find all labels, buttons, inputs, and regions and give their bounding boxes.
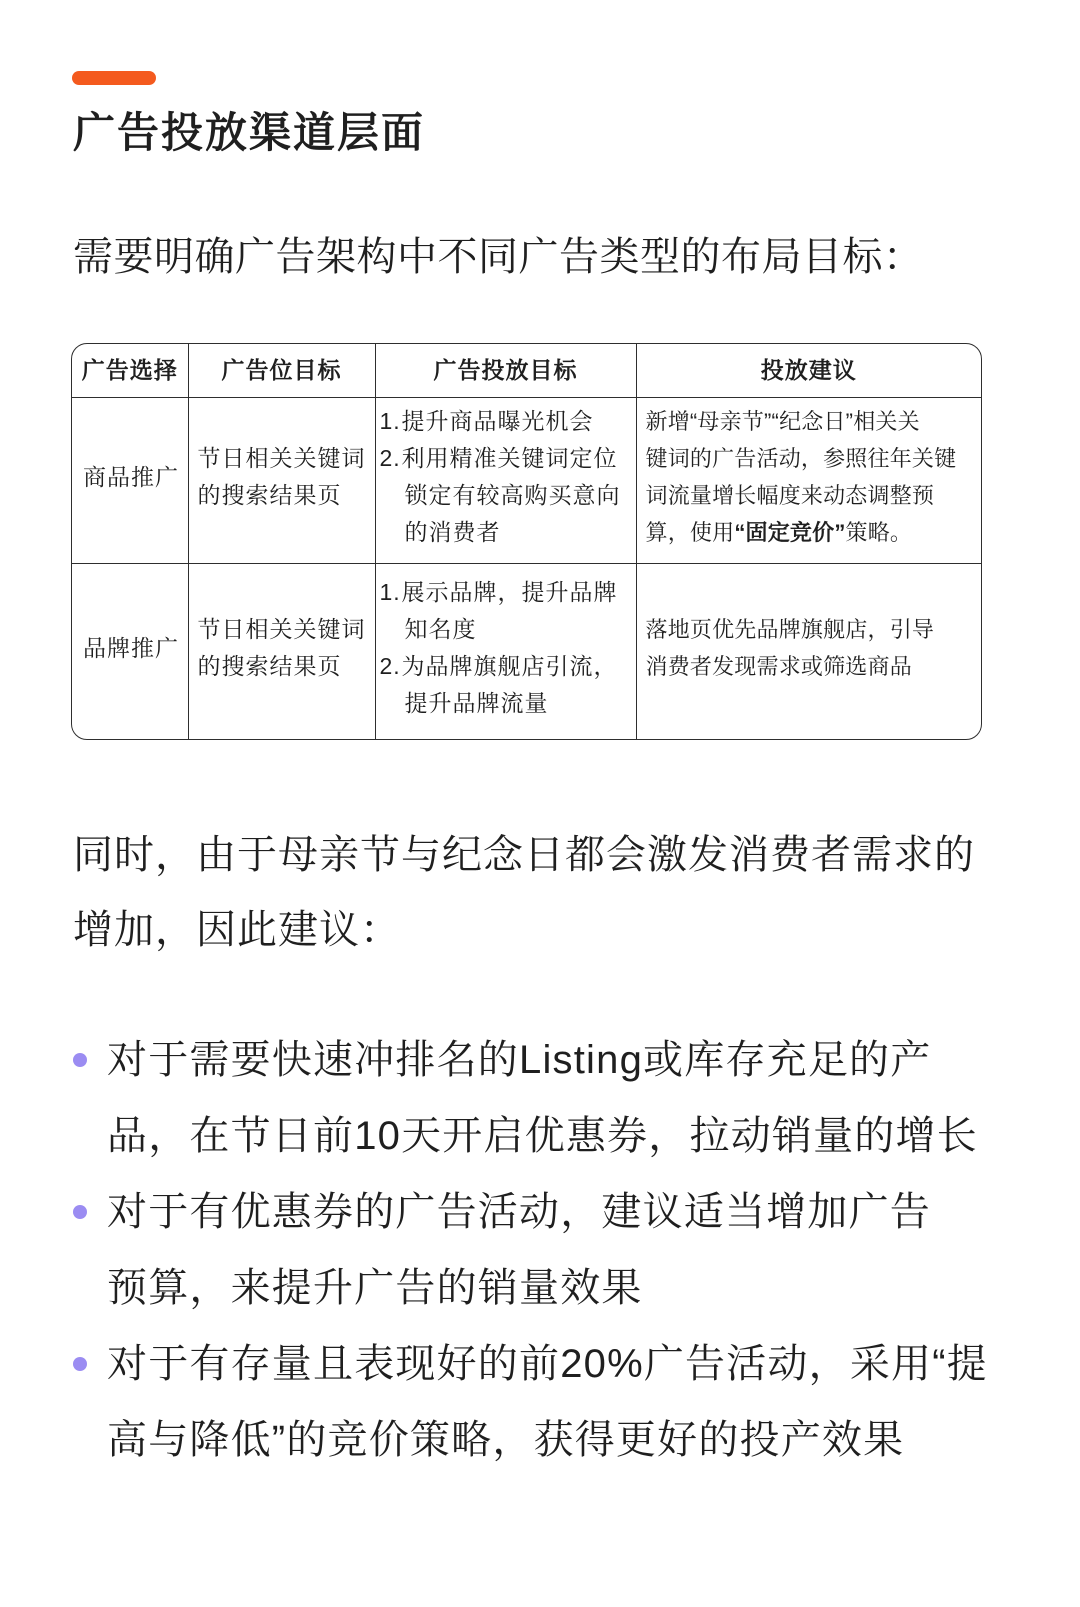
- ad-type-cell: 商品推广: [72, 397, 188, 563]
- goal-number: 1.: [379, 408, 401, 435]
- advice-cell: [636, 397, 981, 563]
- bullet-dot-icon: [73, 1357, 87, 1371]
- ad-strategy-table: [71, 343, 982, 740]
- advice-text: 策略。: [845, 520, 913, 546]
- goal-text: 为品牌旗舰店引流，: [401, 653, 618, 680]
- paragraph-line: 同时，由于母亲节与纪念日都会激发消费者需求的: [73, 833, 975, 877]
- list-item-line: 对于需要快速冲排名的Listing或库存充足的产: [107, 1038, 932, 1082]
- advice-line: 词流量增长幅度来动态调整预: [645, 483, 935, 509]
- goal-number: 2.: [379, 653, 401, 680]
- table-row: [72, 397, 981, 563]
- goal-text: 利用精准关键词定位: [401, 445, 618, 472]
- goal-text-continued: 的消费者: [404, 519, 501, 546]
- placement-cell: [188, 563, 375, 739]
- list-item-line: 高与降低”的竞价策略，获得更好的投产效果: [107, 1418, 905, 1462]
- goal-text: 提升商品曝光机会: [401, 408, 594, 435]
- goal-text-continued: 知名度: [404, 616, 477, 643]
- accent-bar: [72, 71, 156, 85]
- list-item: [73, 1174, 1063, 1326]
- bullet-dot-icon: [73, 1205, 87, 1219]
- advice-line: 键词的广告活动，参照往年关键: [645, 446, 957, 472]
- table-header-row: [72, 344, 981, 397]
- goal-line: [380, 440, 636, 477]
- list-item-line: 预算，来提升广告的销量效果: [107, 1266, 643, 1310]
- placement-line: 节日相关关键词: [197, 445, 366, 472]
- list-item-line: 品，在节日前10天开启优惠券，拉动销量的增长: [107, 1114, 978, 1158]
- list-item-line: 对于有优惠券的广告活动，建议适当增加广告: [107, 1190, 931, 1234]
- paragraph-line: 增加，因此建议：: [73, 908, 401, 952]
- table-row: [72, 563, 981, 739]
- recommendation-list: [73, 1022, 1063, 1478]
- table: [72, 344, 981, 739]
- page-title: 广告投放渠道层面: [73, 109, 426, 156]
- bullet-dot-icon: [73, 1053, 87, 1067]
- goals-cell: [375, 397, 636, 563]
- goal-line: [380, 648, 636, 685]
- placement-cell: [188, 397, 375, 563]
- ad-type-cell: 品牌推广: [72, 563, 188, 739]
- col-header-ad-choice: 广告选择: [72, 344, 188, 397]
- placement-line: 的搜索结果页: [197, 653, 342, 680]
- goal-line: [380, 574, 636, 611]
- col-header-advice: 投放建议: [636, 344, 981, 397]
- list-item-line: 对于有存量且表现好的前20%广告活动，采用“提: [107, 1342, 988, 1386]
- placement-line: 的搜索结果页: [197, 482, 342, 509]
- goal-text-continued: 提升品牌流量: [404, 690, 549, 717]
- goal-text-continued: 锁定有较高购买意向: [404, 482, 621, 509]
- placement-line: 节日相关关键词: [197, 616, 366, 643]
- goal-number: 1.: [379, 579, 401, 606]
- intro-text: 需要明确广告架构中不同广告类型的布局目标：: [73, 235, 924, 279]
- advice-line: 新增“母亲节”“纪念日”相关关: [645, 409, 920, 435]
- goal-line: [380, 403, 636, 440]
- list-item: [73, 1022, 1063, 1174]
- goals-cell: [375, 563, 636, 739]
- advice-highlight: “固定竞价”: [734, 520, 846, 546]
- list-item: [73, 1326, 1063, 1478]
- advice-cell: [636, 563, 981, 739]
- advice-line: 落地页优先品牌旗舰店，引导: [645, 617, 935, 643]
- summary-paragraph: [73, 818, 975, 968]
- advice-text: 算，使用: [645, 520, 735, 546]
- goal-number: 2.: [379, 445, 401, 472]
- col-header-delivery-goal: 广告投放目标: [375, 344, 636, 397]
- advice-line: [646, 514, 982, 551]
- goal-text: 展示品牌，提升品牌: [401, 579, 618, 606]
- advice-line: 消费者发现需求或筛选商品: [645, 654, 912, 680]
- col-header-placement-goal: 广告位目标: [188, 344, 375, 397]
